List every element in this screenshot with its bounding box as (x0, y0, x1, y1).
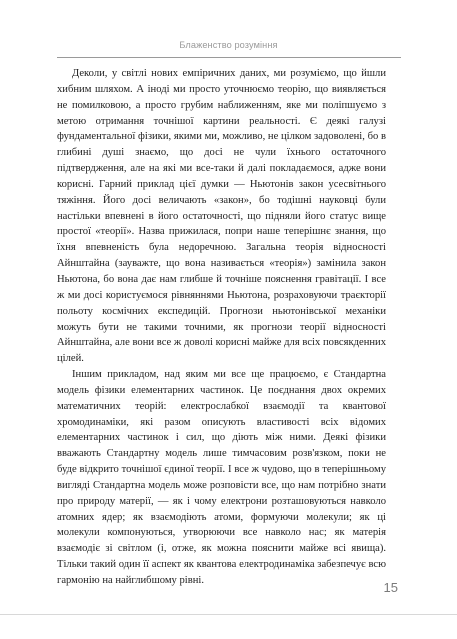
running-title: Блаженство розуміння (179, 40, 278, 50)
body-text (57, 66, 386, 589)
footer-rule (0, 614, 457, 615)
paragraph-1: Деколи, у світлі нових емпіричних даних, ми розуміємо, що йшли хибним шляхом. А іноді ми просто уточнюємо теорію, що виявляється не помилковою, а просто грубим наближенням, яке ми поліпшуємо з метою отримання точнішої картини реальності. Є деякі галузі фундаментальної фізики, якими ми, можливо, не цілком задоволені, бо в глибині душі знаємо, що досі не чули їхнього остаточного підтвердження, але на які ми все-таки й далі покладаємося, адже вони корисні. Гарний приклад цієї думки — Ньютонів закон усесвітнього тяжіння. Його досі величають «закон», бо тодішні науковці були настільки впевнені в його остаточності, що підняли його статус вище простої «теорії». Назва прижилася, попри наше теперішнє знання, що їхня впевненість була недоречною. Загальна теорія відносності Айнштайна (зауважте, що вона називається «теорія») замінила закон Ньютона, бо вона дає нам глибше й точніше пояснення гравітації. І все ж ми досі користуємося рівняннями Ньютона, розраховуючи траєкторії польоту космічних експедицій. Прогнози ньютонівської механіки можуть бути не такими точними, як прогнози теорії відносності Айнштайна, але вони все ж доволі корисні майже для всіх повсякденних цілей. (57, 68, 386, 365)
page-number: 15 (383, 580, 398, 595)
header-rule (57, 57, 401, 58)
paragraph-2: Іншим прикладом, над яким ми все ще працюємо, є Стандартна модель фізики елементарних частинок. Це поєднання двох окремих математичних теорій: електрослабкої взаємодії та квантової хромодинаміки, які разом описують властивості всіх відомих елементарних частинок і сил, що діють між ними. Деякі фізики вважають Стандартну модель лише тимчасовим розв'язком, поки не буде відкрито точнішої єдиної теорії. І все ж чудово, що в теперішньому вигляді Стандартна модель може розповісти все, що нам потрібно знати про природу матерії, — як і чому електрони розташовуються навколо атомних ядер; як взаємодіють атоми, формуючи молекули; як ці молекули компонуються, утворюючи все навколо нас; як матерія взаємодіє зі світлом (і, отже, як можна пояснити майже всі явища). Тільки такий один її аспект як квантова електродинаміка забезпечує всю гармонію на найглибшому рівні. (57, 369, 386, 586)
